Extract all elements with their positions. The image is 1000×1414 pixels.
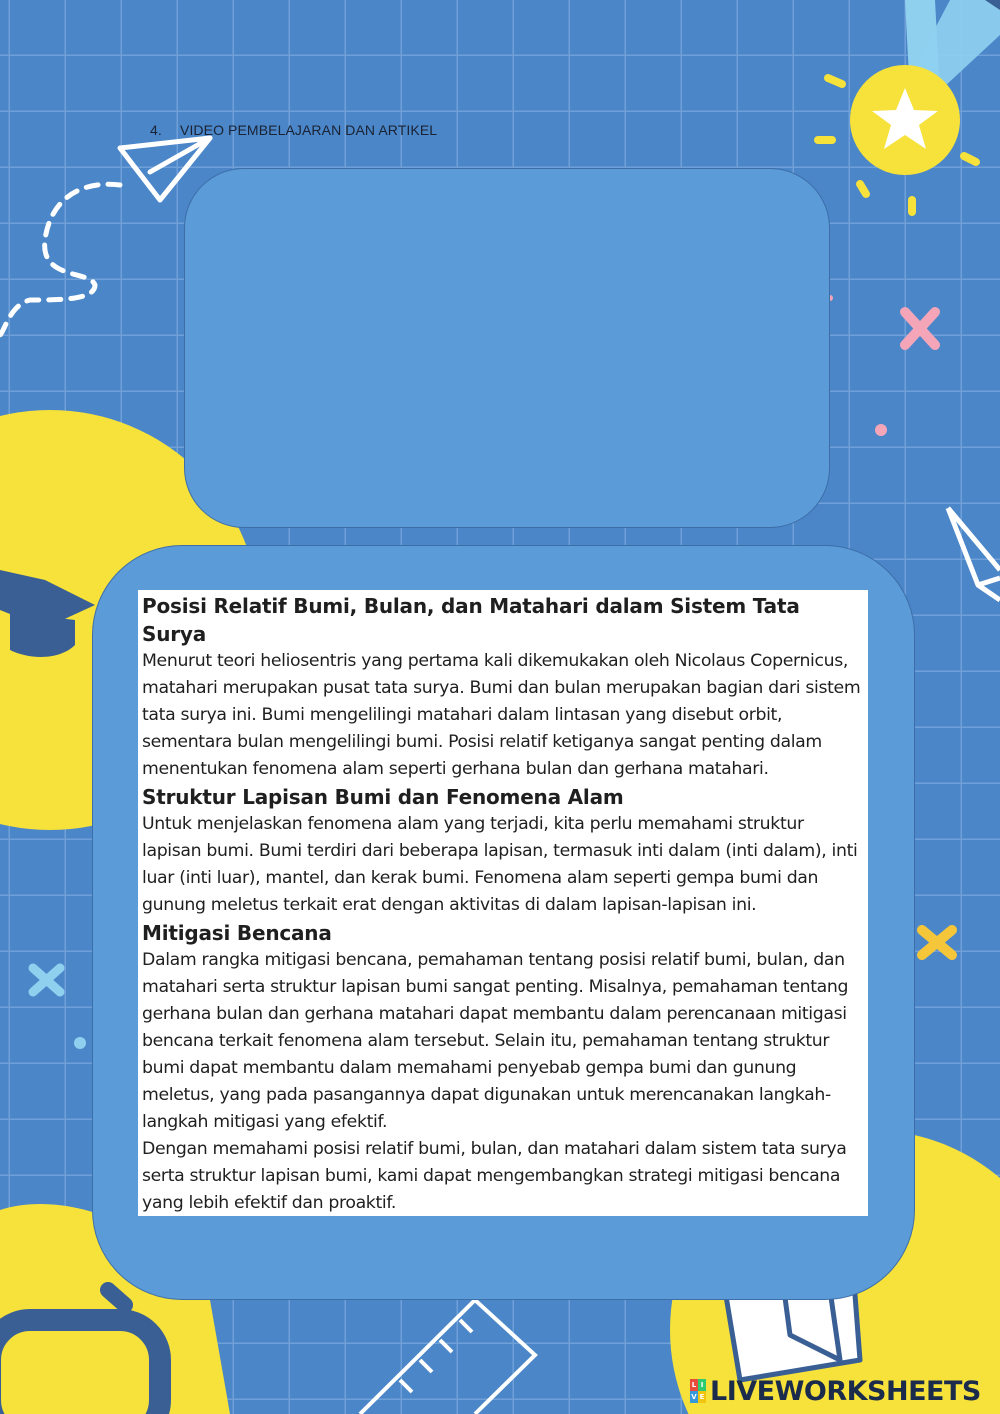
article-heading-2: Struktur Lapisan Bumi dan Fenomena Alam	[142, 785, 624, 809]
section-heading	[150, 122, 437, 138]
article-paragraph-1: Menurut teori heliosentris yang pertama kali dikemukakan oleh Nicolaus Copernicus, matahari merupakan pusat tata surya. Bumi dan bulan merupakan bagian dari sistem tata surya ini. Bumi mengelilingi matahari dalam lintasan yang disebut orbit, sementara bulan mengelilingi bumi. Posisi relatif ketiganya sangat penting dalam menentukan fenomena alam seperti gerhana bulan dan gerhana matahari.	[142, 651, 861, 779]
article-content	[138, 590, 868, 1216]
video-placeholder[interactable]	[184, 168, 830, 528]
logo-text: LIVEWORKSHEETS	[710, 1375, 981, 1407]
article-paragraph-3: Dalam rangka mitigasi bencana, pemahaman tentang posisi relatif bumi, bulan, dan matahari serta struktur lapisan bumi sangat penting. Misalnya, pemahaman tentang gerhana bulan dan gerhana matahari dapat membantu dalam perencanaan mitigasi bencana terkait fenomena alam tersebut. Selain itu, pemahaman tentang struktur bumi dapat membantu dalam memahami penyebab gempa bumi dan gunung meletus, yang pada pasangannya dapat digunakan untuk merencanakan langkah-langkah mitigasi yang efektif.	[142, 950, 849, 1132]
section-title: VIDEO PEMBELAJARAN DAN ARTIKEL	[180, 122, 438, 138]
article-heading-3: Mitigasi Bencana	[142, 921, 332, 945]
section-number: 4.	[150, 122, 162, 138]
article-heading-1: Posisi Relatif Bumi, Bulan, dan Matahari dalam Sistem Tata Surya	[142, 594, 800, 646]
article-paragraph-2: Untuk menjelaskan fenomena alam yang terjadi, kita perlu memahami struktur lapisan bumi. Bumi terdiri dari beberapa lapisan, termasuk inti dalam (inti dalam), inti luar (inti luar), mantel, dan kerak bumi. Fenomena alam seperti gempa bumi dan gunung meletus terkait erat dengan aktivitas di dalam lapisan-lapisan ini.	[142, 814, 858, 915]
liveworksheets-logo[interactable]	[690, 1374, 981, 1408]
article-paragraph-4: Dengan memahami posisi relatif bumi, bulan, dan matahari dalam sistem tata surya serta struktur lapisan bumi, kami dapat mengembangkan strategi mitigasi bencana yang lebih efektif dan proaktif.	[142, 1139, 847, 1213]
logo-mark-icon: L I V E	[691, 1381, 705, 1401]
